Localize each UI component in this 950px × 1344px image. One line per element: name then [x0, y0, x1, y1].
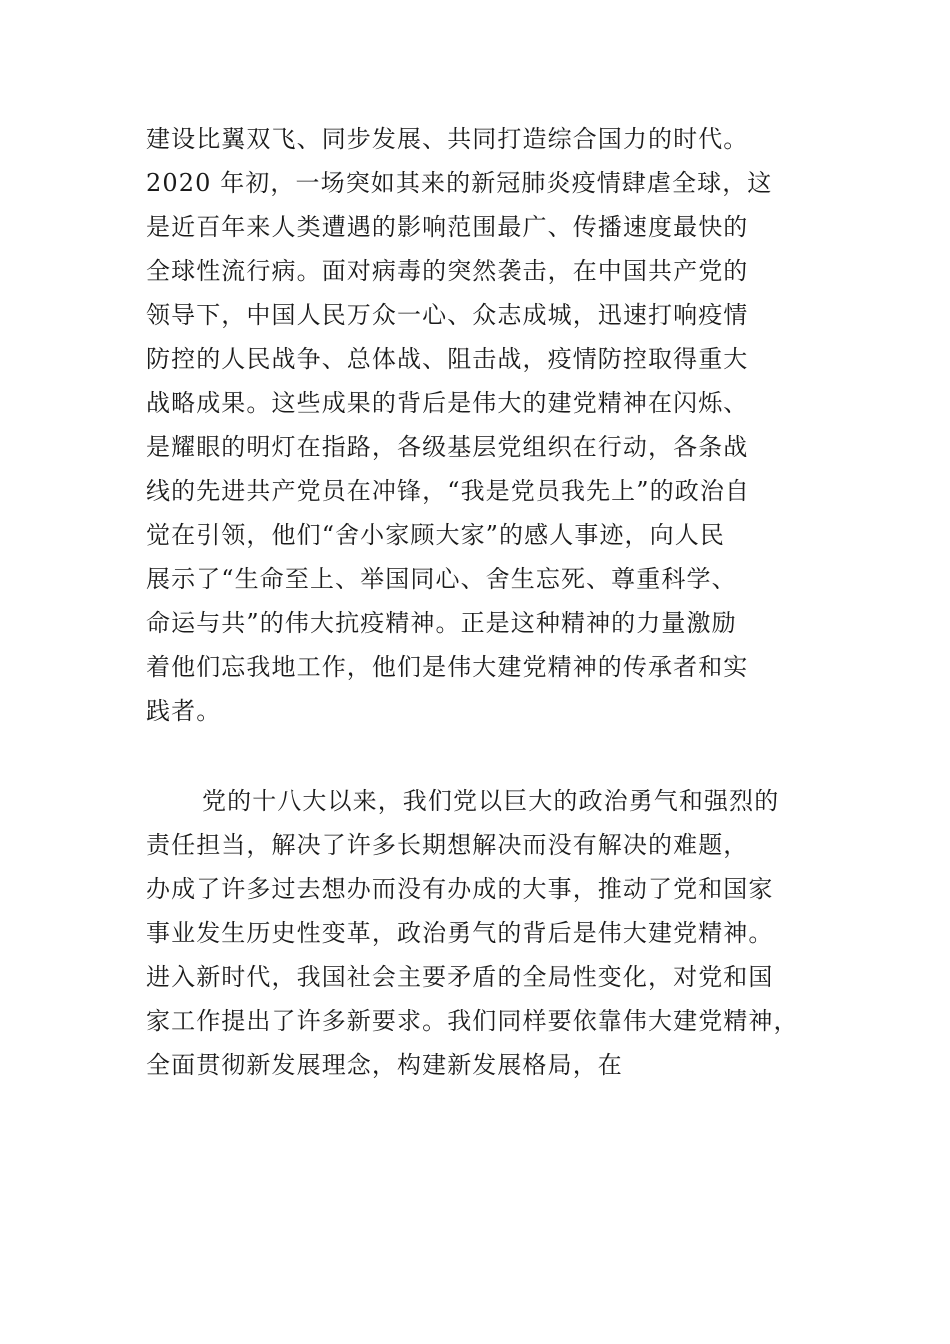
paragraph-1-line: 领导下，中国人民万众一心、众志成城，迅速打响疫情: [146, 301, 749, 329]
paragraph-1-line: 着他们忘我地工作，他们是伟大建党精神的传承者和实: [146, 653, 749, 681]
paragraph-1-line: 践者。: [146, 697, 222, 725]
paragraph-1-line: 是耀眼的明灯在指路，各级基层党组织在行动，各条战: [146, 433, 749, 461]
paragraph-2-line: 家工作提出了许多新要求。我们同样要依靠伟大建党精神，: [146, 1007, 799, 1035]
paragraph-2-line: 办成了许多过去想办而没有办成的大事，推动了党和国家: [146, 875, 774, 903]
paragraph-2-line: 全面贯彻新发展理念，构建新发展格局，在: [146, 1051, 623, 1079]
paragraph-1-line: 防控的人民战争、总体战、阻击战，疫情防控取得重大: [146, 345, 749, 373]
paragraph-1-line: 全球性流行病。面对病毒的突然袭击，在中国共产党的: [146, 257, 749, 285]
paragraph-1-line: 战略成果。这些成果的背后是伟大的建党精神在闪烁、: [146, 389, 749, 417]
paragraph-1-line: 2020 年初，一场突如其来的新冠肺炎疫情肆虐全球，这: [146, 169, 773, 197]
paragraph-2-line: 进入新时代，我国社会主要矛盾的全局性变化，对党和国: [146, 963, 774, 991]
paragraph-1-line: 觉在引领，他们“舍小家顾大家”的感人事迹，向人民: [146, 521, 725, 549]
paragraph-2-line: 责任担当，解决了许多长期想解决而没有解决的难题，: [146, 831, 749, 859]
paragraph-1-line: 展示了“生命至上、举国同心、舍生忘死、尊重科学、: [146, 565, 737, 593]
paragraph-2-line: 事业发生历史性变革，政治勇气的背后是伟大建党精神。: [146, 919, 774, 947]
paragraph-1-line: 线的先进共产党员在冲锋，“我是党员我先上”的政治自: [146, 477, 751, 505]
paragraph-1-line: 是近百年来人类遭遇的影响范围最广、传播速度最快的: [146, 213, 749, 241]
paragraph-1-line: 命运与共”的伟大抗疫精神。正是这种精神的力量激励: [146, 609, 737, 637]
paragraph-2-line: 党的十八大以来，我们党以巨大的政治勇气和强烈的: [202, 787, 780, 815]
paragraph-1-line: 建设比翼双飞、同步发展、共同打造综合国力的时代。: [146, 125, 749, 153]
